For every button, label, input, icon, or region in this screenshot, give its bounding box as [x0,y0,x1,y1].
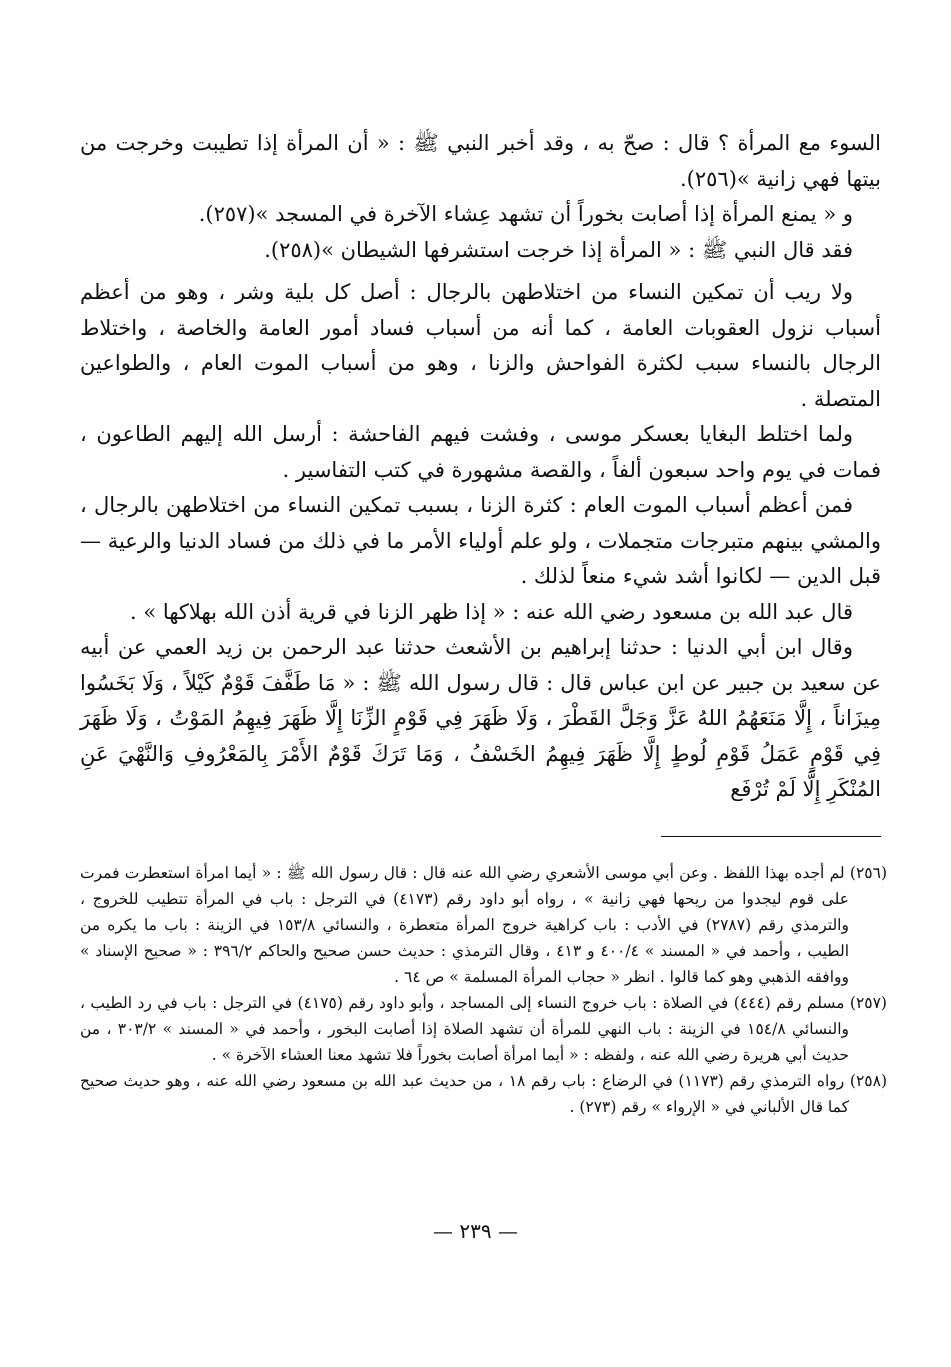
footnote-256: (٢٥٦) لم أجده بهذا اللفظ . وعن أبي موسى الأشعري رضي الله عنه قال : قال رسول الله ﷺ : « أيما امرأة استعطرت فمرت على قوم ليجدوا من ريحها فهي زانية » ، رواه أبو داود رقم (٤١٧٣) في الترجل : باب في المرأة تتطيب للخروج ، والترمذي رقم (٢٧٨٧) في الأدب : باب كراهية خروج المرأة متعطرة ، والنسائي ١٥٣/٨ في الزينة : باب ما يكره من الطيب ، وأحمد في « المسند » ٤٠٠/٤ و ٤١٣ ، وقال الترمذي : حديث حسن صحيح والحاكم ٣٩٦/٢ : « صحيح الإسناد » ووافقه الذهبي وهو كما قالوا . انظر « حجاب المرأة المسلمة » ص ٦٤ . [80,864,887,986]
main-text [80,126,881,836]
paragraph-1: السوء مع المرأة ؟ قال : صحّ به ، وقد أخبر النبي ﷺ : « أن المرأة إذا تطيبت وخرجت من بيتها فهي زانية »(٢٥٦). [80,131,881,191]
footnote-257: (٢٥٧) مسلم رقم (٤٤٤) في الصلاة : باب خروج النساء إلى المساجد ، وأبو داود رقم (٤١٧٥) في الترجل : باب في رد الطيب ، والنسائي ١٥٤/٨ في الزينة : باب النهي للمرأة أن تشهد الصلاة إذا أصابت البخور ، وأحمد في « المسند » ٣٠٣/٢ ، من حديث أبي هريرة رضي الله عنه ، ولفظه : « أيما امرأة أصابت بخوراً فلا تشهد معنا العشاء الآخرة » . [80,994,887,1064]
footnote-258: (٢٥٨) رواه الترمذي رقم (١١٧٣) في الرضاع : باب رقم ١٨ ، من حديث عبد الله بن مسعود رضي الله عنه ، وهو حديث صحيح كما قال الألباني في « الإرواء » رقم (٢٧٣) . [80,1072,887,1116]
paragraph-4: ولا ريب أن تمكين النساء من اختلاطهن بالرجال : أصل كل بلية وشر ، وهو من أعظم أسباب نزول العقوبات العامة ، كما أنه من أسباب فساد أمور العامة والخاصة ، واختلاط الرجال بالنساء سبب لكثرة الفواحش والزنا ، وهو من أسباب الموت العام ، والطواعين المتصلة . [80,280,881,411]
footnote-separator [661,836,881,837]
paragraph-7: قال عبد الله بن مسعود رضي الله عنه : « إذا ظهر الزنا في قرية أذن الله بهلاكها » . [129,599,853,624]
footnotes [80,860,887,1200]
paragraph-8: وقال ابن أبي الدنيا : حدثنا إبراهيم بن الأشعث حدثنا عبد الرحمن بن زيد العمي عن أبيه عن سعيد بن جبير عن ابن عباس قال : قال رسول الله ﷺ : « مَا طَفَّفَ قَوْمٌ كَيْلاً ، وَلَا بَخَسُوا مِيزَاناً ، إِلَّا مَنَعَهُمُ اللهُ عَزَّ وَجَلَّ القَطْرَ ، وَلَا ظَهَرَ فِي قَوْمٍ الزِّنَا إِلَّا ظَهَرَ فِيهِمُ المَوْتُ ، وَلَا ظَهَرَ فِي قَوْمٍ عَمَلُ قَوْمِ لُوطٍ إِلَّا ظَهَرَ فِيهِمُ الخَسْفُ ، وَمَا تَرَكَ قَوْمٌ الأَمْرَ بِالمَعْرُوفِ وَالنَّهْيَ عَنِ المُنْكَرِ إِلَّا لَمْ تُرْفَع [80,635,881,801]
paragraph-5: ولما اختلط البغايا بعسكر موسى ، وفشت فيهم الفاحشة : أرسل الله إليهم الطاعون ، فمات في يوم واحد سبعون ألفاً ، والقصة مشهورة في كتب التفاسير . [80,422,881,482]
page-number: — ٢٣٩ — [433,1219,518,1243]
paragraph-2: و « يمنع المرأة إذا أصابت بخوراً أن تشهد عِشاء الآخرة في المسجد »(٢٥٧). [198,202,853,226]
paragraph-3: فقد قال النبي ﷺ : « المرأة إذا خرجت استشرفها الشيطان »(٢٥٨). [264,237,853,262]
paragraph-6: فمن أعظم أسباب الموت العام : كثرة الزنا ، بسبب تمكين النساء من اختلاطهن بالرجال ، والمشي بينهم متبرجات متجملات ، ولو علم أولياء الأمر ما في ذلك من فساد الدنيا والرعية — قبل الدين — لكانوا أشد شيء منعاً لذلك . [80,493,881,588]
